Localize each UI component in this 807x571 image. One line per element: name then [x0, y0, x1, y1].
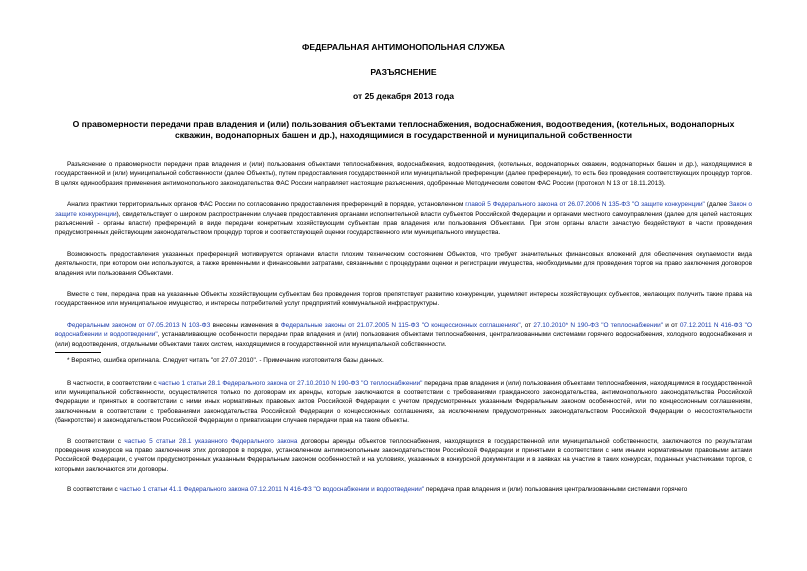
body-section-continued — [55, 379, 752, 495]
paragraph — [55, 437, 752, 475]
legal-reference-link[interactable]: частью 1 статьи 41.1 Федерального закона 07.12.2011 N 416-ФЗ "О водоснабжении и водоотведении" — [119, 486, 425, 494]
legal-reference-link[interactable]: Федеральным законом от 07.05.2013 N 103-ФЗ — [67, 321, 211, 329]
document-type: РАЗЪЯСНЕНИЕ — [370, 67, 437, 77]
legal-reference-link[interactable]: главой 5 Федерального закона от 26.07.2006 N 135-ФЗ "О защите конкуренции" — [465, 201, 705, 209]
legal-reference-link[interactable]: Федеральные законы от 21.07.2005 N 115-ФЗ "О концессионных соглашениях" — [280, 321, 521, 329]
paragraph-text: (далее — [704, 201, 729, 209]
paragraph-text: ), свидетельствует о широком распространении случаев предоставления органами исполнительной власти субъектов Российской Федерации и органами местного самоуправления (далее для целей настоящих разъяснений - органы власти) преференций в виде передачи конкретным хозяйствующим субъектам прав владения или пользования Объектами. При этом органы власти зачастую бездействуют в части проведения предусмотренных действующим законодательством процедур торгов и соответствующей оценки государственного или муниципального имущества. — [55, 210, 752, 237]
legal-reference-link[interactable]: 27.10.2010* N 190-ФЗ "О теплоснабжении" — [533, 321, 664, 329]
paragraph-text: договоры аренды объектов теплоснабжения, находящихся в государственной или муниципальной собственности, заключаются по результатам проведения конкурсов на право заключения этих договоров в порядке, установленном антимонопольным законодательством Российской Федерации и принятыми в соответствии с ним иными нормативными правовыми актами Российской Федерации, с учетом предусмотренных указанным Федеральным законом особенностей и на условиях, указанных в конкурсной документации и в заявках на участие в таких конкурсах, поданных участниками торгов, с которыми заключаются эти договоры. — [55, 437, 752, 473]
footnote-separator — [55, 352, 101, 353]
paragraph-text: передача прав владения и (или) пользования централизованными системами горячего — [424, 486, 688, 494]
paragraph-text: Разъяснение о правомерности передачи прав владения и (или) пользования объектами теплоснабжения, водоснабжения, водоотведения, (котельных, водонапорных скважин, водонапорных башен и др.), находящимися в государственной и (или) муниципальной собственности (далее Объекты), путем предоставления государственной или муниципальной преференции (далее преференции), то есть без проведения соответствующих процедур торгов. В целях единообразия применения антимонопольного законодательства ФАС России направляет настоящие разъяснения, одобренные Методическим советом ФАС России (протокол N 13 от 18.11.2013). — [55, 161, 752, 187]
paragraph-text: и от — [663, 321, 680, 329]
footnote: * Вероятно, ошибка оригинала. Следует читать "от 27.07.2010". - Примечание изготовителя базы данных. — [67, 357, 384, 365]
paragraph — [55, 379, 752, 426]
paragraph — [55, 485, 752, 494]
legal-reference-link[interactable]: Закон о защите конкуренции — [55, 201, 752, 218]
document-subject: О правомерности передачи прав владения и (или) пользования объектами теплоснабжения, водоснабжения, водоотведения, (котельных, водонапорных скважин, водонапорных башен и др.), находящимися в государственной и муниципальной собственности — [72, 119, 735, 140]
paragraph-text: Возможность предоставления указанных преференций мотивируется органами власти плохим техническим состоянием Объектов, что требует значительных финансовых вложений для обеспечения окупаемости вида деятельности, при котором они используются, а также временными и финансовыми затратами, связанными с процедурами оценки и регистрации имущества, необходимыми для проведения торгов на право заключения договоров владения или пользования Объектами. — [55, 250, 752, 277]
paragraph-text: В соответствии с — [67, 437, 125, 445]
legal-reference-link[interactable]: частью 1 статьи 28.1 Федерального закона от 27.10.2010 N 190-ФЗ "О теплоснабжении" — [158, 379, 423, 387]
paragraph — [55, 290, 752, 309]
paragraph-text: , устанавливающие особенности передачи прав владения и (или) пользования объектами теплоснабжения, централизованными системами горячего водоснабжения, холодного водоснабжения и (или) водоотведения, отдельными объектами таких систем, находящимися в государственной или муниципальной собственности. — [55, 331, 752, 348]
paragraph-text: В частности, в соответствии с — [67, 379, 159, 387]
paragraph-text: передача прав владения и (или) пользования объектами теплоснабжения, находящимися в государственной или муниципальной собственности, осуществляется только по договорам их аренды, которые заключаются в соответствии с требованиями гражданского законодательства, антимонопольного законодательства Российской Федерации и принятых в соответствии с ними иных нормативных правовых актов Российской Федерации с учетом предусмотренных указанным Федеральным законом особенностей, или по концессионным соглашениям, заключенным в соответствии с требованиями законодательства Российской Федерации о концессионных соглашениях, за исключением предусмотренных законодательством Российской Федерации о несостоятельности (банкротстве) и законодательством Российской Федерации о приватизации случаев передачи прав на такие объекты. — [55, 379, 753, 425]
paragraph — [55, 321, 752, 349]
paragraph-text: Вместе с тем, передача прав на указанные Объекты хозяйствующим субъектам без проведения торгов препятствует развитию конкуренции, ущемляет интересы хозяйствующих субъектов, желающих получить такие права на государственное или муниципальное имущество, и интересы потребителей услуг предприятий коммунальной инфраструктуры. — [55, 291, 752, 308]
paragraph — [55, 200, 752, 238]
paragraph — [55, 250, 752, 278]
paragraph-text: Анализ практики территориальных органов ФАС России по согласованию предоставления преференций в порядке, установленном — [67, 201, 466, 209]
paragraph — [55, 160, 752, 188]
paragraph-text: внесены изменения в — [210, 321, 281, 329]
document-date: от 25 декабря 2013 года — [352, 91, 455, 101]
paragraph-text: В соответствии с — [67, 486, 120, 494]
paragraph-text: , от — [520, 321, 534, 329]
legal-reference-link[interactable]: частью 5 статьи 28.1 указанного Федерального закона — [124, 437, 298, 445]
body-section-main — [55, 160, 752, 349]
legal-reference-link[interactable]: 07.12.2011 N 416-ФЗ "О водоснабжении и водоотведении" — [55, 321, 752, 339]
agency-title: ФЕДЕРАЛЬНАЯ АНТИМОНОПОЛЬНАЯ СЛУЖБА — [302, 42, 505, 52]
